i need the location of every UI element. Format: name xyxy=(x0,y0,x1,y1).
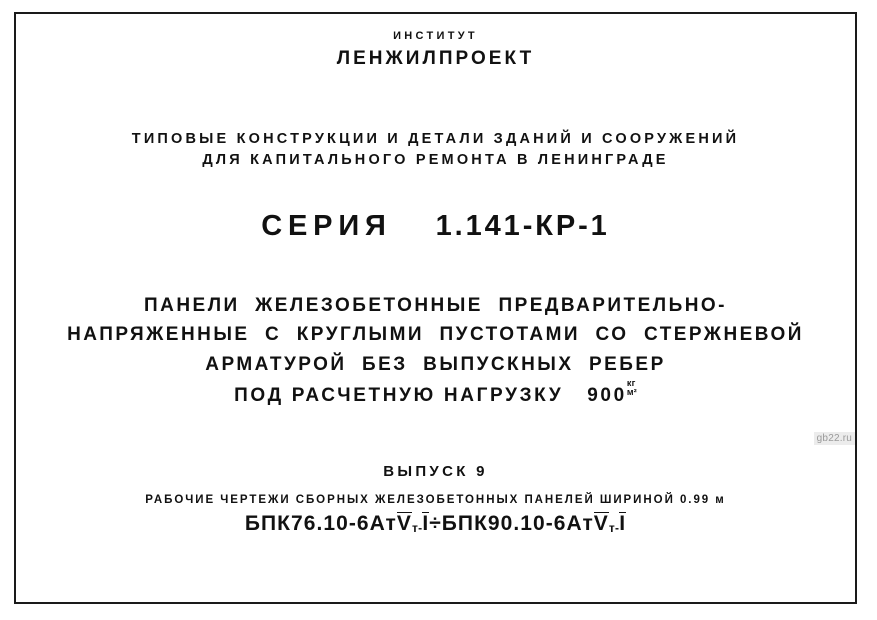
load-text: ПОД РАСЧЕТНУЮ НАГРУЗКУ 900 xyxy=(234,385,627,407)
institute-word: ИНСТИТУТ xyxy=(393,30,478,42)
watermark: gb22.ru xyxy=(814,432,855,445)
issue-description-part-2: ШИРИНОЙ xyxy=(599,493,675,506)
description-line-4 xyxy=(67,379,804,410)
subtitle-line-1: ТИПОВЫЕ КОНСТРУКЦИИ И ДЕТАЛИ ЗДАНИЙ И СООРУЖЕНИЙ xyxy=(131,130,740,147)
issue-description-part-3: 0.99 м xyxy=(674,493,726,506)
description-line-3: АРМАТУРОЙ БЕЗ ВЫПУСКНЫХ РЕБЕР xyxy=(205,353,666,375)
description-line-2: НАПРЯЖЕННЫЕ С КРУГЛЫМИ ПУСТОТАМИ СО СТЕРЖНЕВОЙ xyxy=(67,324,804,346)
series-code: 1.141-КР-1 xyxy=(435,210,610,242)
mark-first: БПК76.10-6Ат xyxy=(244,511,397,535)
mark-second-roman-2: I xyxy=(619,511,627,535)
marks-separator: ÷ xyxy=(429,511,442,535)
load-unit-denominator: м² xyxy=(626,387,637,398)
subtitle-line-2: ДЛЯ КАПИТАЛЬНОГО РЕМОНТА В ЛЕНИНГРАДЕ xyxy=(202,152,669,169)
description-block xyxy=(67,291,804,411)
issue-line: ВЫПУСК 9 xyxy=(383,462,488,480)
panel-marks-line xyxy=(245,512,626,536)
title-page-content xyxy=(14,12,857,604)
mark-second-tail: т- xyxy=(608,520,620,535)
subtitle-block xyxy=(132,129,739,173)
mark-second-roman: V xyxy=(593,511,609,535)
series-label: СЕРИЯ xyxy=(261,210,392,242)
series-line xyxy=(261,210,609,243)
mark-first-roman: V xyxy=(396,511,412,535)
institute-name: ЛЕНЖИЛПРОЕКТ xyxy=(336,47,535,69)
issue-description-part-1: РАБОЧИЕ ЧЕРТЕЖИ СБОРНЫХ ЖЕЛЕЗОБЕТОННЫХ ПАНЕЛЕЙ xyxy=(145,493,600,506)
load-unit xyxy=(627,379,637,397)
load-unit-numerator: кг xyxy=(626,378,636,389)
mark-first-roman-2: I xyxy=(422,511,430,535)
issue-description xyxy=(145,494,726,506)
mark-first-tail: т- xyxy=(411,520,423,535)
description-line-1: ПАНЕЛИ ЖЕЛЕЗОБЕТОННЫЕ ПРЕДВАРИТЕЛЬНО- xyxy=(144,295,727,316)
mark-second: БПК90.10-6Ат xyxy=(441,511,594,535)
